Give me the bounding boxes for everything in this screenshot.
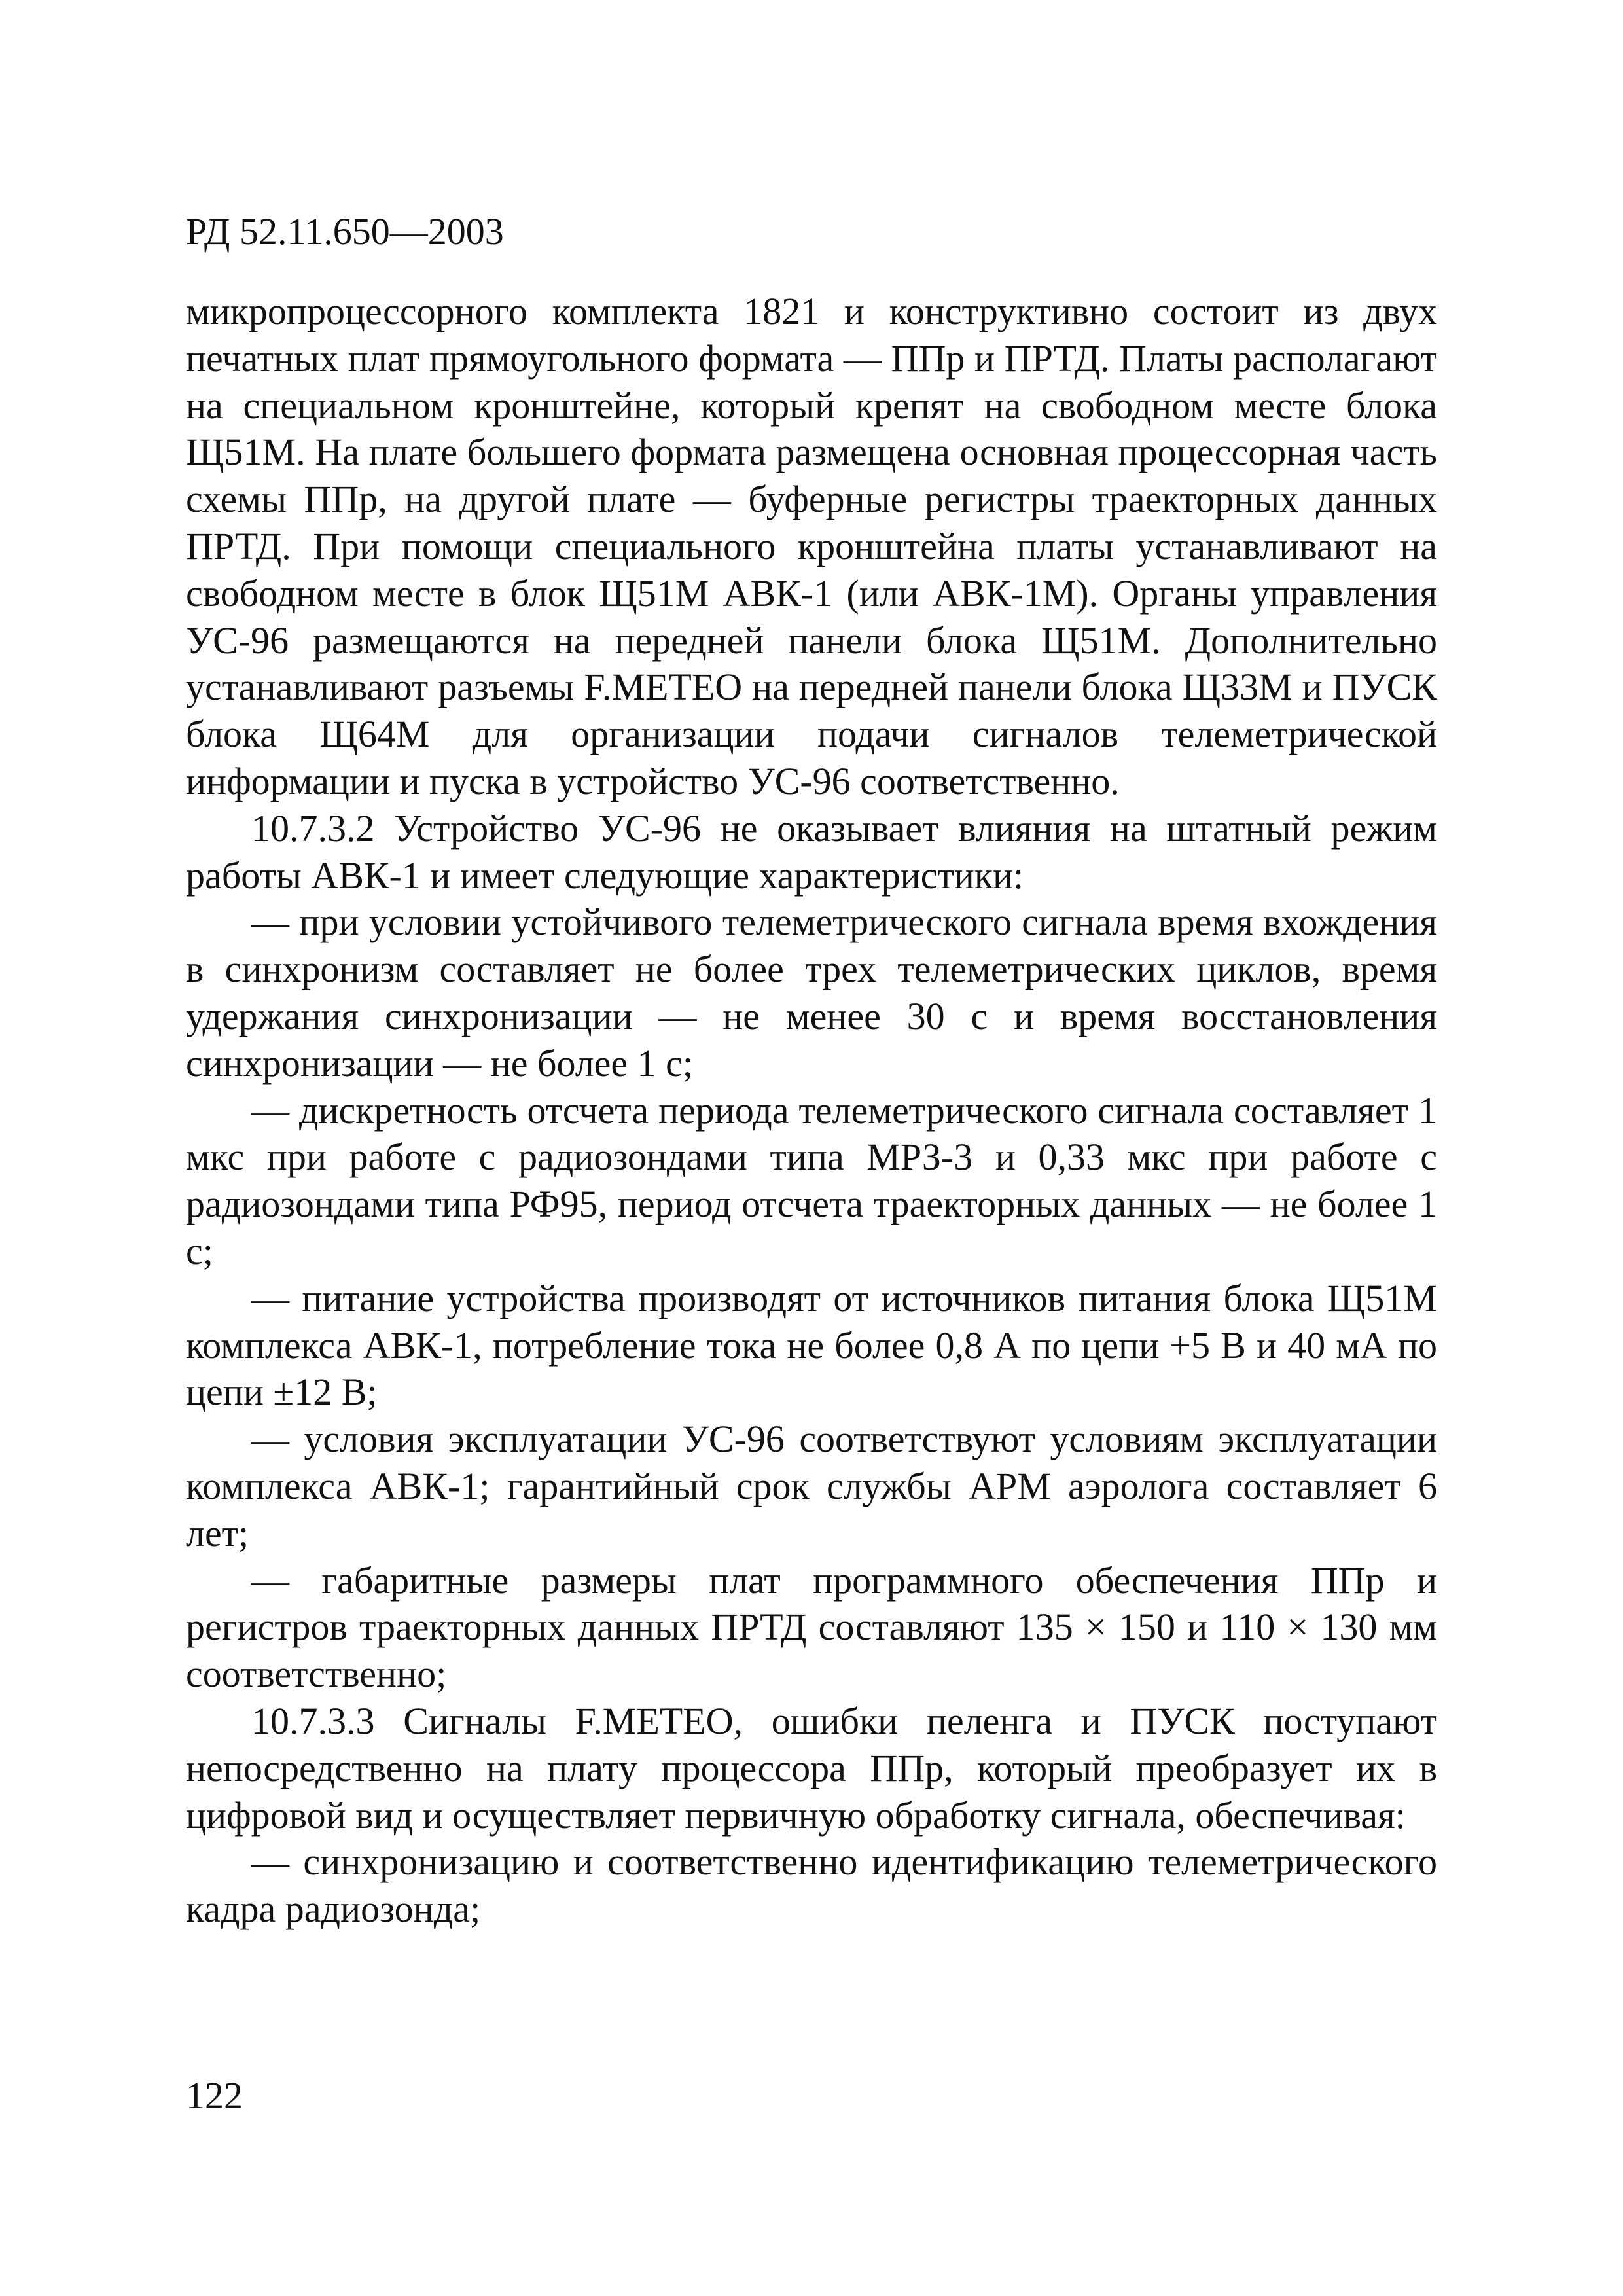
page-number: 122 xyxy=(186,2074,243,2117)
list-item-board-dimensions: — габаритные размеры плат программного обеспечения ППр и регистров траекторных данных ПРТД составляют 135 × 150 и 110 × 130 мм соответственно; xyxy=(186,1558,1437,1696)
list-item-power-supply: — питание устройства производят от источников питания блока Щ51М комплекса АВК-1, потребление тока не более 0,8 А по цепи +5 В и 40 мА по цепи ±12 В; xyxy=(186,1276,1437,1414)
list-item-operating-conditions: — условия эксплуатации УС-96 соответствуют условиям эксплуатации комплекса АВК-1; гарантийный срок службы АРМ аэролога составляет 6 лет; xyxy=(186,1418,1437,1554)
paragraph-10-7-3-3: 10.7.3.3 Сигналы F.METEO, ошибки пеленга и ПУСК поступают непосредственно на плату процессора ППр, который преобразует их в цифровой вид и осуществляет первичную обработку сигнала, обеспечивая: xyxy=(186,1699,1437,1837)
list-item-sync-time: — при условии устойчивого телеметрического сигнала время вхождения в синхронизм составляет не более трех телеметрических циклов, время удержания синхронизации — не менее 30 с и время восстановления синхронизации — не более 1 с; xyxy=(186,901,1437,1085)
list-item-sampling-discreteness: — дискретность отсчета периода телеметрического сигнала составляет 1 мкс при работе с радиозондами типа МРЗ-3 и 0,33 мкс при работе с радиозондами типа РФ95, период отсчета траекторных данных — не более 1 с; xyxy=(186,1088,1437,1272)
document-code-header: РД 52.11.650—2003 xyxy=(186,210,504,253)
list-item-frame-identification: — синхронизацию и соответственно идентификацию телеметрического кадра радиозонда; xyxy=(186,1840,1437,1931)
paragraph-continuation: микропроцессорного комплекта 1821 и конструктивно состоит из двух печатных плат прямоугольного формата — ППр и ПРТД. Платы располагают на специальном кронштейне, который крепят на свободном месте блока Щ51М. На плате большего формата размещена основная процессорная часть схемы ППр, на другой плате — буферные регистры траекторных данных ПРТД. При помощи специального кронштейна платы устанавливают на свободном месте в блок Щ51М АВК-1 (или АВК-1М). Органы управления УС-96 размещаются на передней панели блока Щ51М. Дополнительно устанавливают разъемы F.METEO на передней панели блока Щ33М и ПУСК блока Щ64М для организации подачи сигналов телеметрической информации и пуска в устройство УС-96 соответственно. xyxy=(186,290,1437,802)
document-body xyxy=(186,288,1437,1933)
paragraph-10-7-3-2: 10.7.3.2 Устройство УС-96 не оказывает влияния на штатный режим работы АВК-1 и имеет следующие характеристики: xyxy=(186,806,1437,897)
